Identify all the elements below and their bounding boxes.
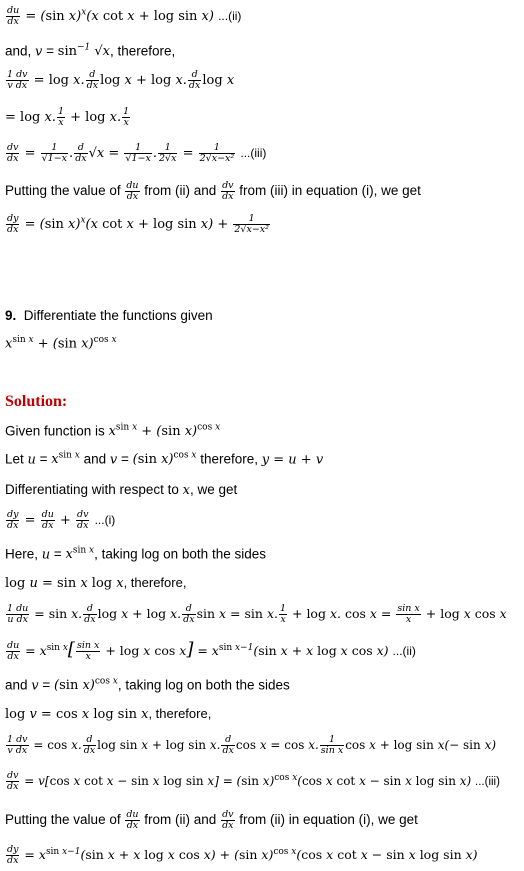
equation-du-dx-ii: $\frac{du}{dx}$ = (sin x)$^x$(x cot x + log sin x) ...(ii) [7, 5, 242, 27]
equation-dy-dx-i: $\frac{dy}{dx}$ = $\frac{du}{dx}$ + $\frac{dv}{dx}$ ...(i) [7, 509, 116, 531]
text-and-v-q9: and v = (sin x)$^{cos x}$, taking log on both the sides [5, 677, 290, 694]
equation-log-v: log v = cos x log sin x, therefore, [5, 706, 212, 722]
question-expression: $x^{sin x} + (\sin$ x)$^{cos x}$ [5, 335, 117, 352]
equation-dv-dx-iii: $\frac{dv}{dx}$ = $\frac{1}{√1-x}$ . $\frac{d}{dx}$ √x = $\frac{1}{√1-x}$ . $\frac{1}{2√x}$ = $\frac{1}{\text{2√x−x²}}$ ...(iii) [7, 142, 267, 164]
text-here-u: Here, $u = x^{sin x}$, taking log on both the sides [5, 546, 266, 563]
equation-simplify: = log x. $\frac{1}{x}$ + log x. $\frac{1}{x}$ [5, 106, 130, 128]
text-differentiating: Differentiating with respect to x, we get [5, 482, 238, 498]
question-heading: 9. Differentiate the functions given [5, 308, 213, 323]
equation-log-derivative-v: $\frac{1 dv}{\text{v dx}}$ = log x. $\frac{d}{dx}$ log x + log x. $\frac{d}{dx}$ log x [7, 69, 235, 91]
text-given-function: Given function is $x^{sin x} + (\sin$ x)$^{cos x}$ [5, 423, 221, 440]
equation-log-u: log u = sin x log x, therefore, [5, 575, 187, 591]
text-putting-values-1: Putting the value of $\frac{du}{dx}$ from (ii) and $\frac{dv}{dx}$ from (iii) in equation (i), we get [5, 180, 421, 202]
text-and-v: and, $v = \sin^{-1} √x$, therefore, [5, 43, 176, 60]
text-let-u-v: Let $u = x^{sin x}$ and v = (sin x)$^{cos x}$ therefore, y = u + v [5, 451, 324, 468]
equation-du-dx-ii-q9: $\frac{du}{dx}$ = $x^{sin x}$[ $\frac{\text{sin x}}{x}$ + log x $\cos x] = x^{sin x-1}(\sin$ x + x log x cos x) ...(ii) [7, 639, 416, 662]
equation-log-derivative-v-q9: $\frac{1 dv}{\text{v dx}}$ = cos x. $\frac{d}{dx}$ log sin x + log sin x. $\frac{d}{dx}$ cos x = cos x. $\frac{1}{\text{sin x}}$ cos x + log sin x(− sin x) [7, 734, 497, 756]
equation-dv-dx-iii-q9: $\frac{dv}{dx}$ = v[cos x cot x − sin x log sin x] = (sin x)$^{cos x}$(cos x cot x − sin x log sin x) ...(iii) [7, 770, 500, 792]
solution-heading: Solution: [5, 393, 68, 410]
equation-final-dy-dx-1: $\frac{dy}{dx}$ = (sin x)$^x$(x cot x + log sin x) + $\frac{1}{\text{2√x−x²}}$ [7, 213, 269, 235]
equation-final-dy-dx-2: $\frac{dy}{dx}$ = $x^{sin x-1}(\sin$ x + x log x cos x) + (sin x)$^{cos x}$(cos x cot x − sin x log sin x) [7, 844, 478, 866]
text-putting-values-2: Putting the value of $\frac{du}{dx}$ from (ii) and $\frac{dv}{dx}$ from (ii) in equation (i), we get [5, 809, 418, 831]
equation-log-derivative-u: $\frac{1 du}{\text{u dx}}$ = sin x. $\frac{d}{dx}$ log x + log x. $\frac{d}{dx}$ sin x = sin x. $\frac{1}{x}$ + log x. cos x = $\frac{\text{sin x}}{x}$ + log x cos x [7, 603, 507, 625]
